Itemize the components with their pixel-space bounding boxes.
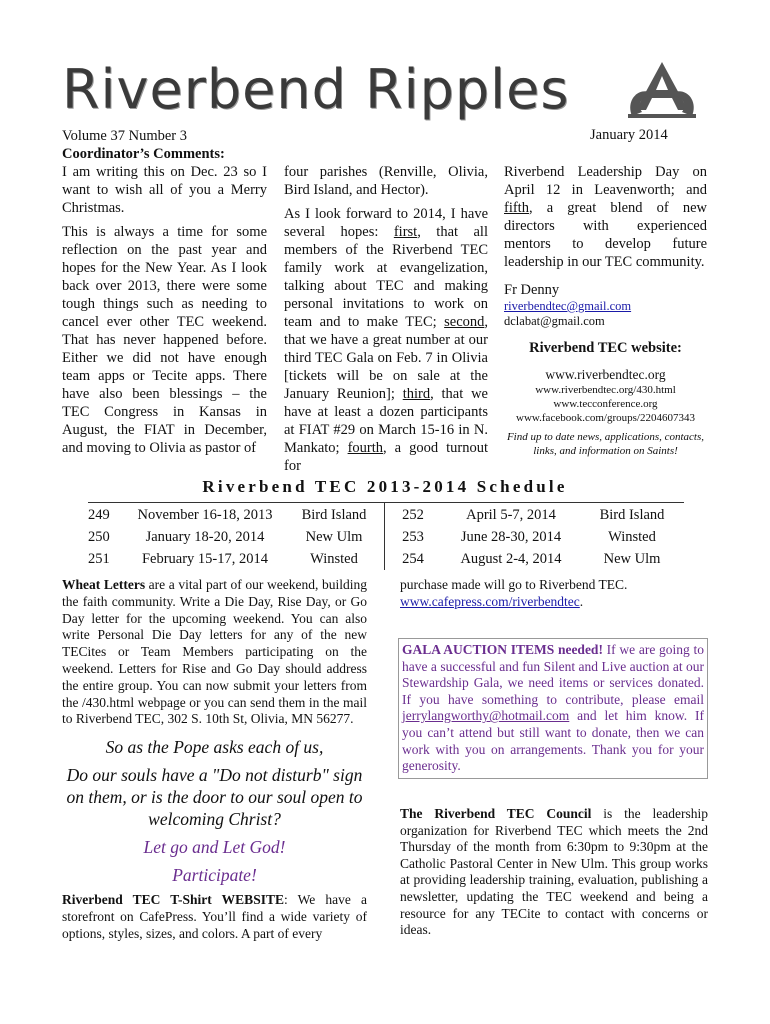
gala-auction-box xyxy=(398,638,708,779)
coordinator-paragraph-2: This is always a time for some reflection on the past year and hopes for the New Year. As I look back over 2013, there were some tough things such as needing to cancel ever other TEC weekend. That has never happened before. Either we did not have enough team apps or Tecite apps. There have also been blessings – the TEC Congress in Kansas in August, the FIAT in December, and moving to Olivia as pastor of xyxy=(62,224,267,456)
wheat-letters-paragraph xyxy=(62,577,367,728)
cafepress-period: . xyxy=(579,593,584,609)
tshirt-cont-text: purchase made will go to Riverbend TEC. xyxy=(400,577,628,592)
weekend-place: Bird Island xyxy=(301,506,367,523)
coordinator-paragraph-3: four parishes (Renville, Olivia, Bird Island, and Hector). xyxy=(284,164,488,198)
hope-fourth-text: , a good turnout for xyxy=(284,440,489,474)
hope-first: first xyxy=(393,224,418,240)
volume-number: Volume 37 Number 3 xyxy=(62,128,187,144)
coordinator-heading: Coordinator’s Comments: xyxy=(62,146,225,162)
cafepress-link[interactable]: www.cafepress.com/riverbendtec xyxy=(400,593,580,609)
issue-meta xyxy=(62,127,225,163)
wheat-letters-text: are a vital part of our weekend, building the faith community. Write a Die Day, Rise Day, or Go Day letter for the upcoming weekend. You can also write Personal Die Day letters for any of the new TECites or Team Members participating on the weekend. Letters for Rise and Go Day should address the entire group. You can now submit your letters from the /430.html webpage or you can send them in the mail to Riverbend TEC, 302 S. 10th St, Olivia, MN 56277. xyxy=(62,577,367,727)
newsletter-title: Riverbend Ripples xyxy=(62,58,570,121)
council-heading: The Riverbend TEC Council xyxy=(400,806,592,821)
leadership-day-text: Riverbend Leadership Day on April 12 in Leavenworth; and xyxy=(504,164,707,198)
quote-line-2: Do our souls have a "Do not disturb" sign on them, or is the door to our soul open to welcoming Christ? xyxy=(66,765,363,830)
weekend-date: April 5-7, 2014 xyxy=(466,506,556,523)
website-url-430[interactable]: www.riverbendtec.org/430.html xyxy=(535,384,676,396)
weekend-place: New Ulm xyxy=(603,550,661,567)
website-url-main[interactable]: www.riverbendtec.org xyxy=(545,367,666,382)
hope-fourth: fourth xyxy=(347,440,384,456)
gala-text-b: and let him know. If you can’t attend but still want to donate, then we can work with you on arrangements. Thank you for your generosity. xyxy=(402,708,704,774)
weekend-date: August 2-4, 2014 xyxy=(460,550,562,567)
email-dclabat: dclabat@gmail.com xyxy=(504,314,605,328)
coordinator-paragraph-4 xyxy=(284,205,488,475)
hope-first-text: , that all members of the Riverbend TEC family work at evangelization, talking about TEC and making personal invitations to work on team and to make TEC; xyxy=(284,224,488,330)
table-row xyxy=(88,526,684,548)
wheat-letters-heading: Wheat Letters xyxy=(62,577,146,592)
hope-second-text: , that we have a great number at our third TEC Gala on Feb. 7 in Olivia [tickets will be on sale at the January Reunion]; xyxy=(284,314,488,402)
hope-second: second xyxy=(444,314,485,330)
email-riverbendtec-link[interactable] xyxy=(504,299,707,314)
weekend-date: June 28-30, 2014 xyxy=(460,528,562,545)
website-url-facebook[interactable]: www.facebook.com/groups/2204607343 xyxy=(516,412,695,424)
weekend-date: November 16-18, 2013 xyxy=(137,506,273,523)
quote-line-3: Let go and Let God! xyxy=(143,837,286,858)
weekend-number: 251 xyxy=(88,550,110,567)
coordinator-paragraph-5 xyxy=(504,163,707,271)
hope-third: third xyxy=(402,386,431,402)
coordinator-column-1 xyxy=(62,163,267,463)
weekend-place: New Ulm xyxy=(305,528,363,545)
table-row xyxy=(88,548,684,570)
lower-left-column xyxy=(62,577,367,943)
schedule-title: Riverbend TEC 2013-2014 Schedule xyxy=(202,477,568,496)
website-url-conference[interactable]: www.tecconference.org xyxy=(553,398,658,410)
tshirt-continuation xyxy=(400,577,708,611)
weekend-number: 249 xyxy=(88,506,110,523)
council-text: is the leadership organization for Riverbend TEC which meets the 2nd Thursday of the month from 6:30pm to 9:30pm at the Catholic Pastoral Center in New Ulm. This group works at providing leadership training, evaluation, publishing a newsletter, updating the TEC weekend and being a resource for any TECite to contact with concerns or ideas. xyxy=(400,806,708,938)
hope-third-text: , that we have at least a dozen participants at FIAT #29 on March 15-16 in N. Mankato; xyxy=(284,386,488,456)
issue-date: January 2014 xyxy=(590,127,668,143)
weekend-place: Winsted xyxy=(608,528,656,545)
table-row xyxy=(88,504,684,526)
weekend-number: 254 xyxy=(402,550,424,567)
gala-text-a: If we are going to have a successful and fun Silent and Live auction at our Stewardship Gala, we need items or services donated. If you have something to contribute, please email xyxy=(402,642,704,707)
weekend-place: Winsted xyxy=(310,550,358,567)
coordinator-column-2 xyxy=(284,163,488,481)
website-tagline: Find up to date news, applications, contacts, links, and information on Saints! xyxy=(506,431,705,457)
quote-line-4: Participate! xyxy=(172,865,257,886)
hopes-intro: As I look forward to 2014, I have several hopes: xyxy=(284,206,488,240)
alpha-omega-logo-icon xyxy=(622,58,702,125)
hope-fifth: fifth xyxy=(504,200,529,216)
website-box xyxy=(504,341,707,458)
gala-heading: GALA AUCTION ITEMS needed! xyxy=(402,642,603,657)
masthead xyxy=(62,58,702,122)
coordinator-paragraph-1: I am writing this on Dec. 23 so I want to wish all of you a Merry Christmas. xyxy=(62,164,267,216)
weekend-place: Bird Island xyxy=(599,506,665,523)
weekend-number: 250 xyxy=(88,528,110,545)
quote-line-1: So as the Pope asks each of us, xyxy=(105,737,324,758)
schedule-divider xyxy=(88,502,684,503)
council-paragraph xyxy=(400,806,708,939)
gala-email-link[interactable]: jerrylangworthy@hotmail.com xyxy=(402,708,570,724)
website-heading: Riverbend TEC website: xyxy=(529,340,682,356)
signature: Fr Denny xyxy=(504,282,560,298)
coordinator-column-3 xyxy=(504,163,707,458)
tshirt-paragraph xyxy=(62,892,367,942)
tshirt-heading: Riverbend TEC T-Shirt WEBSITE xyxy=(62,892,284,908)
weekend-date: January 18-20, 2014 xyxy=(145,528,265,545)
weekend-number: 253 xyxy=(402,528,424,545)
weekend-date: February 15-17, 2014 xyxy=(141,550,269,567)
hope-fifth-text: , a great blend of new directors with experienced mentors to develop future leadership in our TEC community. xyxy=(504,200,707,270)
schedule-table xyxy=(88,504,684,570)
tshirt-text: : We have a storefront on CafePress. You’ll find a wide variety of options, styles, sizes, and colors. A part of every xyxy=(62,892,367,941)
email-riverbendtec[interactable]: riverbendtec@gmail.com xyxy=(504,299,632,313)
weekend-number: 252 xyxy=(402,506,424,523)
